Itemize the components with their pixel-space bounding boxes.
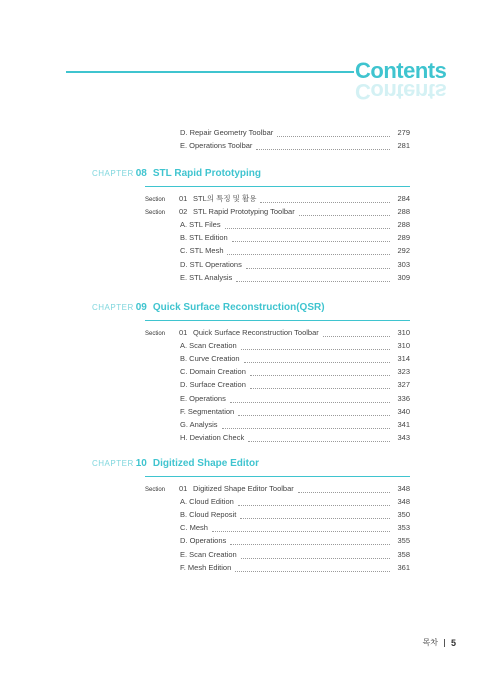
entry-title: E. Scan Creation	[180, 549, 237, 559]
dot-leader	[232, 234, 390, 242]
entry-title: E. Operations	[180, 393, 226, 403]
dot-leader	[256, 142, 390, 150]
toc-entry[interactable]	[180, 366, 410, 378]
dot-leader	[246, 261, 390, 269]
section-number: 02	[179, 207, 188, 217]
chapter-heading[interactable]	[92, 166, 412, 182]
chapter-title: Quick Surface Reconstruction(QSR)	[152, 302, 325, 313]
dot-leader	[238, 408, 390, 416]
chapter-number: 09	[135, 302, 147, 313]
toc-entry[interactable]	[180, 393, 410, 405]
entry-title: G. Analysis	[180, 419, 218, 429]
entry-page-number: 348	[397, 497, 410, 507]
toc-entry[interactable]	[180, 245, 410, 257]
dot-leader	[227, 247, 390, 255]
entry-title: F. Segmentation	[180, 406, 235, 416]
section-number: 01	[179, 484, 188, 493]
entry-title: C. Mesh	[180, 523, 208, 533]
entry-title: E. STL Analysis	[180, 272, 233, 282]
toc-section-entry[interactable]	[145, 327, 410, 339]
dot-leader	[238, 498, 390, 506]
entry-title: A. Cloud Edition	[180, 497, 234, 507]
entry-page-number: 303	[397, 259, 410, 269]
chapter-label: CHAPTER	[92, 169, 134, 178]
entry-page-number: 292	[397, 246, 410, 256]
entry-title: D. Operations	[180, 536, 227, 546]
chapter-heading[interactable]	[92, 300, 412, 316]
toc-entry[interactable]	[180, 535, 410, 547]
dot-leader	[250, 381, 390, 389]
entry-title: STL의 특징 및 활용	[193, 194, 257, 203]
page-number: 5	[450, 637, 456, 648]
dot-leader	[222, 421, 390, 429]
toc-entry[interactable]	[180, 127, 410, 139]
toc-entry[interactable]	[180, 353, 410, 365]
dot-leader	[230, 537, 390, 545]
entry-title: A. STL Files	[180, 220, 221, 230]
dot-leader	[236, 274, 390, 282]
entry-title: B. Cloud Reposit	[180, 510, 237, 520]
toc-entry[interactable]	[180, 562, 410, 574]
toc-entry[interactable]	[180, 406, 410, 418]
chapter-title: Digitized Shape Editor	[152, 458, 259, 469]
entry-title: Quick Surface Reconstruction Toolbar	[193, 328, 319, 337]
dot-leader	[212, 524, 390, 532]
toc-entry[interactable]	[180, 272, 410, 284]
entry-title: B. Curve Creation	[180, 354, 240, 364]
entry-title: E. Operations Toolbar	[180, 141, 253, 151]
entry-page-number: 314	[397, 354, 410, 364]
dot-leader	[230, 395, 390, 403]
entry-page-number: 350	[397, 510, 410, 520]
toc-section-entry[interactable]	[145, 193, 410, 205]
toc-entry[interactable]	[180, 259, 410, 271]
toc-entry[interactable]	[180, 522, 410, 534]
section-label: Section	[145, 210, 166, 217]
entry-title: F. Mesh Edition	[180, 562, 232, 572]
entry-page-number: 341	[397, 419, 410, 429]
chapter-label: CHAPTER	[92, 459, 134, 468]
title-rule	[66, 71, 354, 73]
chapter-label: CHAPTER	[92, 303, 134, 312]
chapter-title: STL Rapid Prototyping	[152, 168, 262, 179]
footer-label: 목차	[422, 638, 438, 647]
toc-entry[interactable]	[180, 509, 410, 521]
chapter-divider	[145, 476, 410, 477]
dot-leader	[240, 511, 390, 519]
entry-title: C. Domain Creation	[180, 367, 246, 377]
entry-title: C. STL Mesh	[180, 246, 224, 256]
section-number: 01	[179, 194, 188, 203]
footer-divider	[444, 639, 445, 647]
toc-section-entry[interactable]	[145, 483, 410, 495]
dot-leader	[323, 329, 390, 337]
entry-title: D. Repair Geometry Toolbar	[180, 128, 274, 137]
dot-leader	[260, 195, 390, 203]
entry-page-number: 284	[397, 194, 410, 203]
contents-title-block	[355, 58, 455, 108]
entry-page-number: 288	[397, 207, 410, 217]
dot-leader	[235, 564, 390, 572]
toc-entry[interactable]	[180, 496, 410, 508]
chapter-number: 08	[135, 168, 147, 179]
dot-leader	[225, 221, 390, 229]
entry-title: H. Deviation Check	[180, 432, 245, 442]
toc-entry[interactable]	[180, 232, 410, 244]
entry-page-number: 353	[397, 523, 410, 533]
toc-entry[interactable]	[180, 140, 410, 152]
entry-page-number: 340	[397, 406, 410, 416]
entry-title: Digitized Shape Editor Toolbar	[193, 484, 294, 493]
entry-title: A. Scan Creation	[180, 341, 237, 351]
toc-entry[interactable]	[180, 379, 410, 391]
toc-entry[interactable]	[180, 432, 410, 444]
toc-entry[interactable]	[180, 340, 410, 352]
entry-page-number: 355	[397, 536, 410, 546]
chapter-divider	[145, 186, 410, 187]
entry-page-number: 336	[397, 393, 410, 403]
chapter-divider	[145, 320, 410, 321]
section-number: 01	[179, 328, 188, 337]
entry-page-number: 281	[397, 141, 410, 151]
dot-leader	[241, 342, 390, 350]
page-title-reflection: Contents	[355, 79, 447, 104]
dot-leader	[248, 434, 390, 442]
entry-title: B. STL Edition	[180, 233, 228, 243]
entry-page-number: 358	[397, 549, 410, 559]
entry-page-number: 309	[397, 272, 410, 282]
toc-entry[interactable]	[180, 219, 410, 231]
entry-page-number: 310	[397, 341, 410, 351]
chapter-number: 10	[135, 458, 147, 469]
entry-page-number: 361	[397, 562, 410, 572]
chapter-heading[interactable]	[92, 456, 412, 472]
page-title: Contents	[355, 58, 447, 83]
entry-page-number: 310	[397, 328, 410, 337]
entry-page-number: 343	[397, 432, 410, 442]
section-label: Section	[145, 487, 166, 493]
toc-entry[interactable]	[180, 419, 410, 431]
entry-page-number: 327	[397, 380, 410, 390]
dot-leader	[299, 208, 390, 216]
entry-page-number: 323	[397, 367, 410, 377]
dot-leader	[298, 485, 390, 493]
entry-title: D. STL Operations	[180, 259, 242, 269]
dot-leader	[277, 129, 390, 137]
entry-page-number: 288	[397, 220, 410, 230]
entry-page-number: 279	[397, 128, 410, 137]
dot-leader	[241, 551, 390, 559]
entry-title: D. Surface Creation	[180, 380, 246, 390]
toc-section-entry[interactable]	[145, 206, 410, 218]
dot-leader	[250, 368, 390, 376]
section-label: Section	[145, 331, 166, 337]
page-footer	[423, 637, 456, 648]
entry-page-number: 289	[397, 233, 410, 243]
toc-entry[interactable]	[180, 549, 410, 561]
entry-page-number: 348	[397, 484, 410, 493]
entry-title: STL Rapid Prototyping Toolbar	[193, 207, 295, 217]
section-label: Section	[145, 197, 166, 203]
dot-leader	[244, 355, 390, 363]
